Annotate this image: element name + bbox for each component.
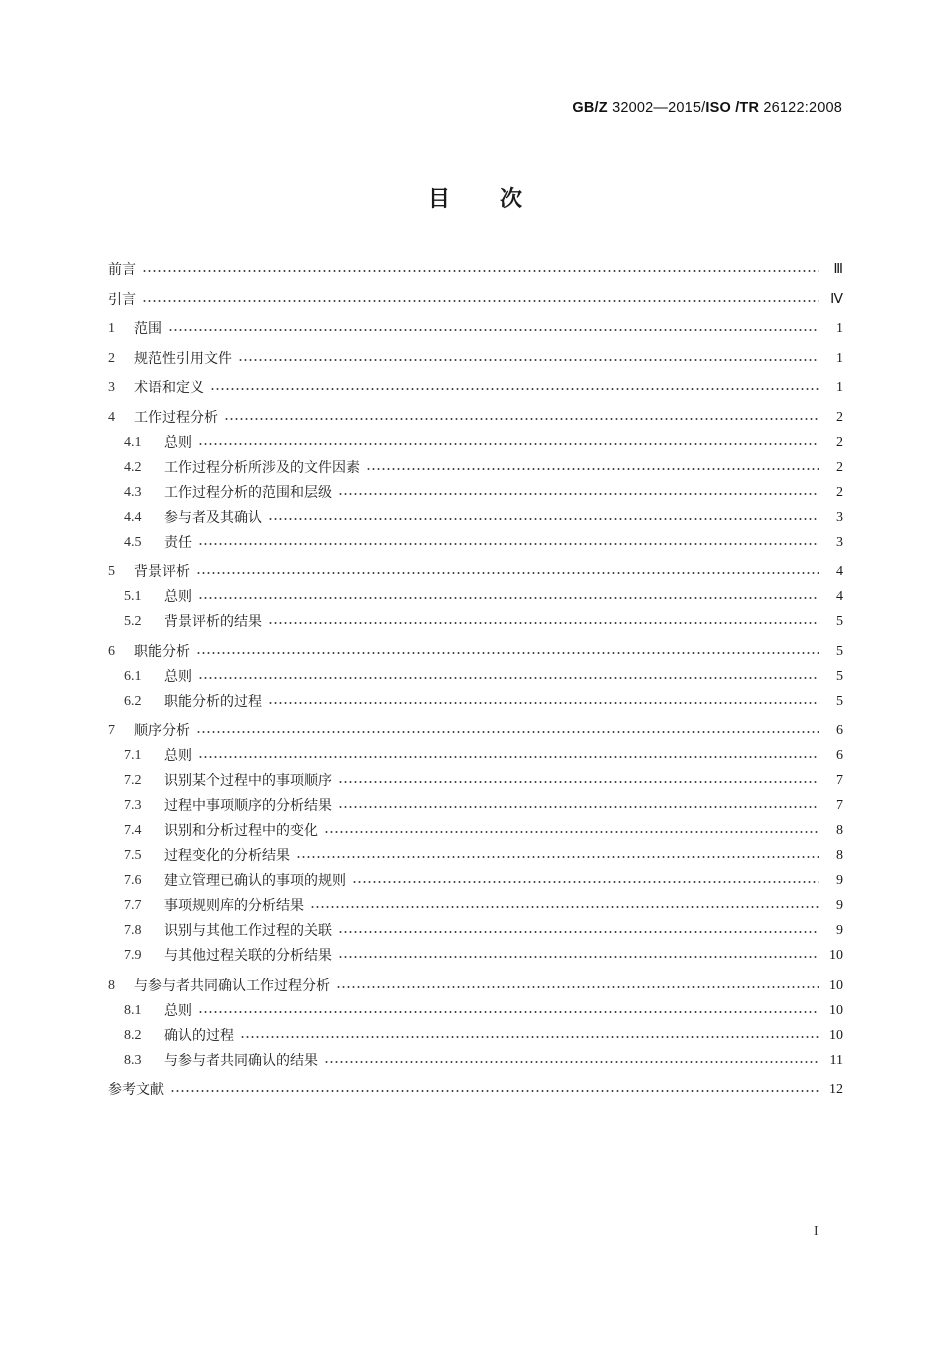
toc-entry-number: 8.1 — [124, 1002, 142, 1018]
toc-entry[interactable] — [124, 506, 843, 530]
toc-entry[interactable] — [124, 919, 843, 943]
toc-entry-number: 6 — [108, 643, 115, 659]
toc-entry-label: 范围 — [134, 321, 162, 337]
toc-entry[interactable] — [124, 456, 843, 480]
toc-entry-page: 10 — [829, 1027, 843, 1043]
toc-entry-page: 9 — [836, 923, 843, 938]
toc-entry-number: 5.2 — [124, 614, 142, 629]
toc-entry[interactable] — [124, 819, 843, 843]
toc-entry[interactable] — [124, 1024, 843, 1048]
toc-entry-number: 7.7 — [124, 898, 142, 913]
toc-entry-label: 确认的过程 — [164, 1027, 234, 1044]
toc-entry[interactable] — [108, 1078, 843, 1102]
dot-leader — [196, 572, 819, 574]
toc-entry[interactable] — [124, 431, 843, 455]
toc-entry-page: 10 — [829, 1002, 843, 1018]
toc-entry[interactable] — [108, 406, 843, 430]
dot-leader — [336, 986, 819, 988]
toc-entry[interactable] — [108, 347, 843, 371]
toc-entry-label: 前言 — [108, 262, 136, 278]
dot-leader — [224, 418, 819, 420]
toc-entry-number: 4.1 — [124, 434, 142, 450]
dot-leader — [198, 677, 819, 679]
toc-entry-number: 7.2 — [124, 773, 142, 788]
toc-entry-page: 8 — [836, 823, 843, 838]
toc-entry[interactable] — [124, 610, 843, 634]
std-prefix: GB/Z — [572, 100, 608, 116]
toc-entry-page: 9 — [836, 873, 843, 888]
toc-entry-number: 7.1 — [124, 748, 142, 763]
toc-entry-label: 工作过程分析的范围和层级 — [164, 484, 332, 501]
toc-entry-label: 过程变化的分析结果 — [164, 848, 290, 864]
toc-entry-label: 规范性引用文件 — [134, 350, 232, 367]
toc-entry-page: 4 — [836, 564, 843, 579]
toc-entry-label: 背景评析的结果 — [164, 614, 262, 630]
std-number: 32002—2015/ — [612, 100, 706, 116]
toc-entry-label: 引言 — [108, 291, 136, 308]
toc-entry-page: 10 — [829, 948, 843, 963]
toc-entry-number: 6.1 — [124, 668, 142, 684]
toc-entry[interactable] — [124, 869, 843, 893]
toc-entry-label: 总则 — [164, 589, 192, 605]
toc-entry-label: 责任 — [164, 534, 192, 551]
dot-leader — [142, 270, 819, 272]
dot-leader — [196, 652, 819, 654]
toc-entry-label: 术语和定义 — [134, 380, 204, 396]
toc-entry-label: 与参与者共同确认的结果 — [164, 1052, 318, 1069]
dot-leader — [198, 597, 819, 599]
toc-entry-label: 背景评析 — [134, 564, 190, 580]
toc-entry[interactable] — [124, 844, 843, 868]
toc-entry[interactable] — [108, 974, 843, 998]
toc-entry-number: 8 — [108, 977, 115, 993]
page-title: 目次 — [427, 187, 572, 212]
toc-entry[interactable] — [108, 317, 843, 341]
iso-number: 26122:2008 — [763, 100, 842, 116]
dot-leader — [338, 806, 819, 808]
page-number: I — [814, 1224, 819, 1239]
toc-entry-number: 2 — [108, 350, 115, 366]
toc-entry-number: 1 — [108, 321, 115, 336]
toc-entry[interactable] — [124, 999, 843, 1023]
dot-leader — [338, 956, 819, 958]
toc-entry-number: 4.5 — [124, 534, 142, 550]
toc-entry[interactable] — [124, 481, 843, 505]
toc-entry-number: 7.5 — [124, 848, 142, 863]
toc-entry-number: 7 — [108, 723, 115, 738]
toc-entry-label: 总则 — [164, 668, 192, 685]
toc-entry-label: 识别某个过程中的事项顺序 — [164, 773, 332, 789]
dot-leader — [268, 622, 819, 624]
dot-leader — [198, 1011, 819, 1013]
toc-entry-number: 7.3 — [124, 798, 142, 813]
toc-entry-number: 7.9 — [124, 948, 142, 963]
toc-entry-label: 总则 — [164, 1002, 192, 1019]
toc-entry-page: 6 — [836, 723, 843, 738]
toc-entry-page: 3 — [836, 534, 843, 550]
toc-entry-page: 5 — [836, 614, 843, 629]
dot-leader — [338, 781, 819, 783]
toc-entry[interactable] — [108, 560, 843, 584]
toc-entry-page: Ⅲ — [833, 262, 843, 277]
toc-entry-label: 顺序分析 — [134, 723, 190, 739]
toc-entry[interactable] — [108, 258, 843, 282]
toc-entry-number: 5.1 — [124, 589, 142, 604]
toc-entry-label: 识别与其他工作过程的关联 — [164, 923, 332, 939]
dot-leader — [338, 931, 819, 933]
dot-leader — [324, 831, 819, 833]
dot-leader — [196, 731, 819, 733]
dot-leader — [198, 543, 819, 545]
toc-entry-page: 5 — [836, 693, 843, 709]
toc-entry-page: 12 — [829, 1082, 843, 1097]
toc-entry-page: 2 — [836, 434, 843, 450]
toc-entry[interactable] — [124, 794, 843, 818]
toc-entry-page: 5 — [836, 643, 843, 659]
dot-leader — [198, 443, 819, 445]
toc-entry-label: 参与者及其确认 — [164, 509, 262, 526]
toc-entry-page: 4 — [836, 589, 843, 604]
toc-entry-label: 总则 — [164, 434, 192, 451]
toc-entry-label: 职能分析的过程 — [164, 693, 262, 710]
toc-entry-page: 7 — [836, 773, 843, 788]
toc-entry[interactable] — [124, 769, 843, 793]
dot-leader — [142, 300, 819, 302]
dot-leader — [240, 1036, 819, 1038]
toc-entry-number: 6.2 — [124, 693, 142, 709]
toc-entry[interactable] — [124, 585, 843, 609]
toc-entry-label: 参考文献 — [108, 1082, 164, 1098]
toc-entry-label: 建立管理已确认的事项的规则 — [164, 873, 346, 889]
toc-entry-label: 过程中事项顺序的分析结果 — [164, 798, 332, 814]
toc-entry[interactable] — [108, 376, 843, 400]
toc-entry-page: 8 — [836, 848, 843, 863]
dot-leader — [338, 493, 819, 495]
toc-entry[interactable] — [124, 1049, 843, 1073]
dot-leader — [324, 1061, 819, 1063]
toc-entry-number: 5 — [108, 564, 115, 579]
toc-entry-label: 职能分析 — [134, 643, 190, 660]
toc-entry-number: 8.3 — [124, 1052, 142, 1068]
toc-entry-label: 与其他过程关联的分析结果 — [164, 948, 332, 964]
dot-leader — [268, 518, 819, 520]
toc-entry-number: 4.3 — [124, 484, 142, 500]
toc-entry-page: 3 — [836, 509, 843, 525]
toc-entry[interactable] — [124, 744, 843, 768]
toc-entry-number: 7.4 — [124, 823, 142, 838]
toc-entry-label: 与参与者共同确认工作过程分析 — [134, 977, 330, 994]
dot-leader — [296, 856, 819, 858]
dot-leader — [268, 702, 819, 704]
toc-entry-page: 10 — [829, 977, 843, 993]
toc-entry-page: 2 — [836, 409, 843, 425]
toc-entry[interactable] — [108, 640, 843, 664]
dot-leader — [352, 881, 819, 883]
toc-entry-page: 11 — [829, 1052, 843, 1068]
dot-leader — [170, 1090, 819, 1092]
toc-entry-page: Ⅳ — [830, 291, 843, 307]
toc-entry-number: 4 — [108, 409, 115, 425]
toc-entry-label: 识别和分析过程中的变化 — [164, 823, 318, 839]
toc-entry-page: 5 — [836, 668, 843, 684]
dot-leader — [238, 359, 819, 361]
toc-entry-label: 工作过程分析 — [134, 409, 218, 426]
toc-entry[interactable] — [124, 690, 843, 714]
dot-leader — [366, 468, 819, 470]
toc-entry-page: 1 — [836, 380, 843, 395]
toc-entry-label: 事项规则库的分析结果 — [164, 898, 304, 914]
toc-entry-page: 6 — [836, 748, 843, 763]
toc-entry[interactable] — [124, 665, 843, 689]
toc-entry[interactable] — [108, 288, 843, 312]
toc-entry-page: 2 — [836, 484, 843, 500]
standard-code — [572, 100, 842, 116]
dot-leader — [198, 756, 819, 758]
toc-entry-number: 4.4 — [124, 509, 142, 525]
toc-entry-page: 9 — [836, 898, 843, 913]
dot-leader — [168, 329, 819, 331]
toc-entry-page: 2 — [836, 459, 843, 475]
dot-leader — [210, 388, 819, 390]
dot-leader — [310, 906, 819, 908]
toc-entry[interactable] — [124, 531, 843, 555]
toc-entry-label: 总则 — [164, 748, 192, 764]
toc-entry[interactable] — [108, 719, 843, 743]
toc-entry-number: 4.2 — [124, 459, 142, 475]
toc-entry-label: 工作过程分析所涉及的文件因素 — [164, 459, 360, 476]
toc-entry[interactable] — [124, 944, 843, 968]
toc-entry-number: 7.8 — [124, 923, 142, 938]
toc-entry-page: 1 — [836, 321, 843, 336]
toc-entry-number: 8.2 — [124, 1027, 142, 1043]
toc-entry-number: 3 — [108, 380, 115, 395]
toc-entry[interactable] — [124, 894, 843, 918]
toc-entry-page: 7 — [836, 798, 843, 813]
iso-prefix: ISO /TR — [705, 100, 760, 116]
toc-entry-number: 7.6 — [124, 873, 142, 888]
toc-entry-page: 1 — [836, 350, 843, 366]
